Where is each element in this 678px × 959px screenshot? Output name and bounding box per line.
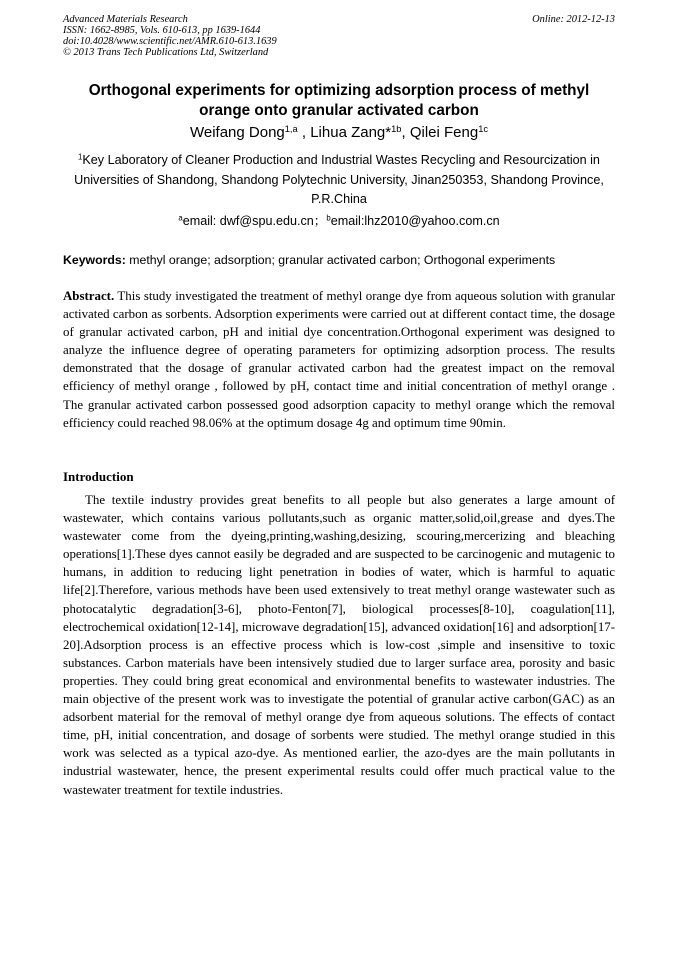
abstract-label: Abstract. (63, 289, 115, 303)
title-line-2: orange onto granular activated carbon (199, 102, 479, 119)
journal-name: Advanced Materials Research (63, 14, 188, 25)
doi-line: doi:10.4028/www.scientific.net/AMR.610-613.1639 (63, 36, 277, 47)
issn-line: ISSN: 1662-8985, Vols. 610-613, pp 1639-1644 (63, 25, 261, 36)
author-affiliation-mark: 1b (391, 123, 402, 134)
author-list (60, 123, 618, 143)
email-mark: a (178, 213, 183, 223)
affiliation-text: Key Laboratory of Cleaner Production and Industrial Wastes Recycling and Resourcization in Universities of Shandong, Shandong Polytechnic University, Jinan250353, Shandong Province, P.R.China (74, 153, 604, 206)
abstract (63, 287, 615, 432)
author-separator: , (297, 124, 311, 141)
author-name: Qilei Feng (409, 124, 479, 141)
abstract-text: This study investigated the treatment of methyl orange dye from aqueous solution with granular activated carbon as sorbents. Adsorption experiments were carried out at different contact time, the dosage of granular activated carbon, pH and initial dye concentration.Orthogonal experiment was designed to analyze the influence degree of operating parameters for optimizing adsorption process. The results demonstrated that the dosage of granular activated carbon had the greatest impact on the removal efficiency of methyl orange , followed by pH, contact time and initial concentration of methyl orange . The granular activated carbon possessed good adsorption capacity to methyl orange which the removal efficiency could reached 98.06% at the optimum dosage 4g and optimum time 90min. (63, 289, 615, 430)
keywords-text: methyl orange; adsorption; granular activated carbon; Orthogonal experiments (125, 253, 556, 267)
author-affiliation-mark: 1c (478, 123, 489, 134)
title-line-1: Orthogonal experiments for optimizing adsorption process of methyl (88, 82, 590, 99)
email-text: email: dwf@spu.edu.cn； (182, 214, 327, 228)
author-separator: , (401, 124, 410, 141)
keywords-label: Keywords: (63, 253, 126, 267)
author-name: Weifang Dong (189, 124, 285, 141)
paper-title (60, 81, 618, 121)
keywords (63, 251, 615, 269)
email-text: email:lhz2010@yahoo.com.cn (330, 214, 500, 228)
online-date: Online: 2012-12-13 (532, 14, 615, 25)
author-name: Lihua Zang* (310, 124, 392, 141)
author-affiliation-mark: 1,a (284, 123, 298, 134)
affiliation-mark: 1 (78, 152, 83, 162)
page-header (63, 14, 615, 58)
introduction-paragraph: The textile industry provides great benefits to all people but also generates a large amount of wastewater, which contains various pollutants,such as organic matter,solid,oil,grease and dyes.The wastewater come from the dyeing,printing,washing,desizing, scouring,mercerizing and bleaching operations[1].These dyes cannot easily be degraded and are suspected to be carcinogenic and mutagenic to humans, in addition to reducing light penetration in bodies of water, which is harmful to aquatic life[2].Therefore, various methods have been used extensively to treat methyl orange wastewater such as photocatalytic degradation[3-6], photo-Fenton[7], biological processes[8-10], coagulation[11], electrochemical oxidation[12-14], microwave degradation[15], advanced oxidation[16] and adsorption[17-20].Adsorption process is an effective process which is low-cost ,simple and insensitive to toxic substances. Carbon materials have been intensively studied due to larger surface area, porosity and basic properties. They could bring great economical and environmental benefits to wastewater industries. The main objective of the present work was to investigate the potential of granular active carbon(GAC) as an adsorbent material for the removal of methyl orange dye from aqueous solutions. The effects of contact time, pH, initial concentration, and dosage of sorbents were studied. The methyl orange studied in this work was selected as a typical azo-dye. As mentioned earlier, the azo-dyes are the main pollutants in industrial wastewater, hence, the present experimental results could offer much practical value to the wastewater treatment for textile industries. (63, 493, 615, 797)
email-mark: b (326, 213, 331, 223)
copyright-line: © 2013 Trans Tech Publications Ltd, Switzerland (63, 47, 269, 58)
affiliation (60, 151, 618, 210)
section-heading: Introduction (63, 469, 134, 484)
author-emails (60, 212, 618, 230)
